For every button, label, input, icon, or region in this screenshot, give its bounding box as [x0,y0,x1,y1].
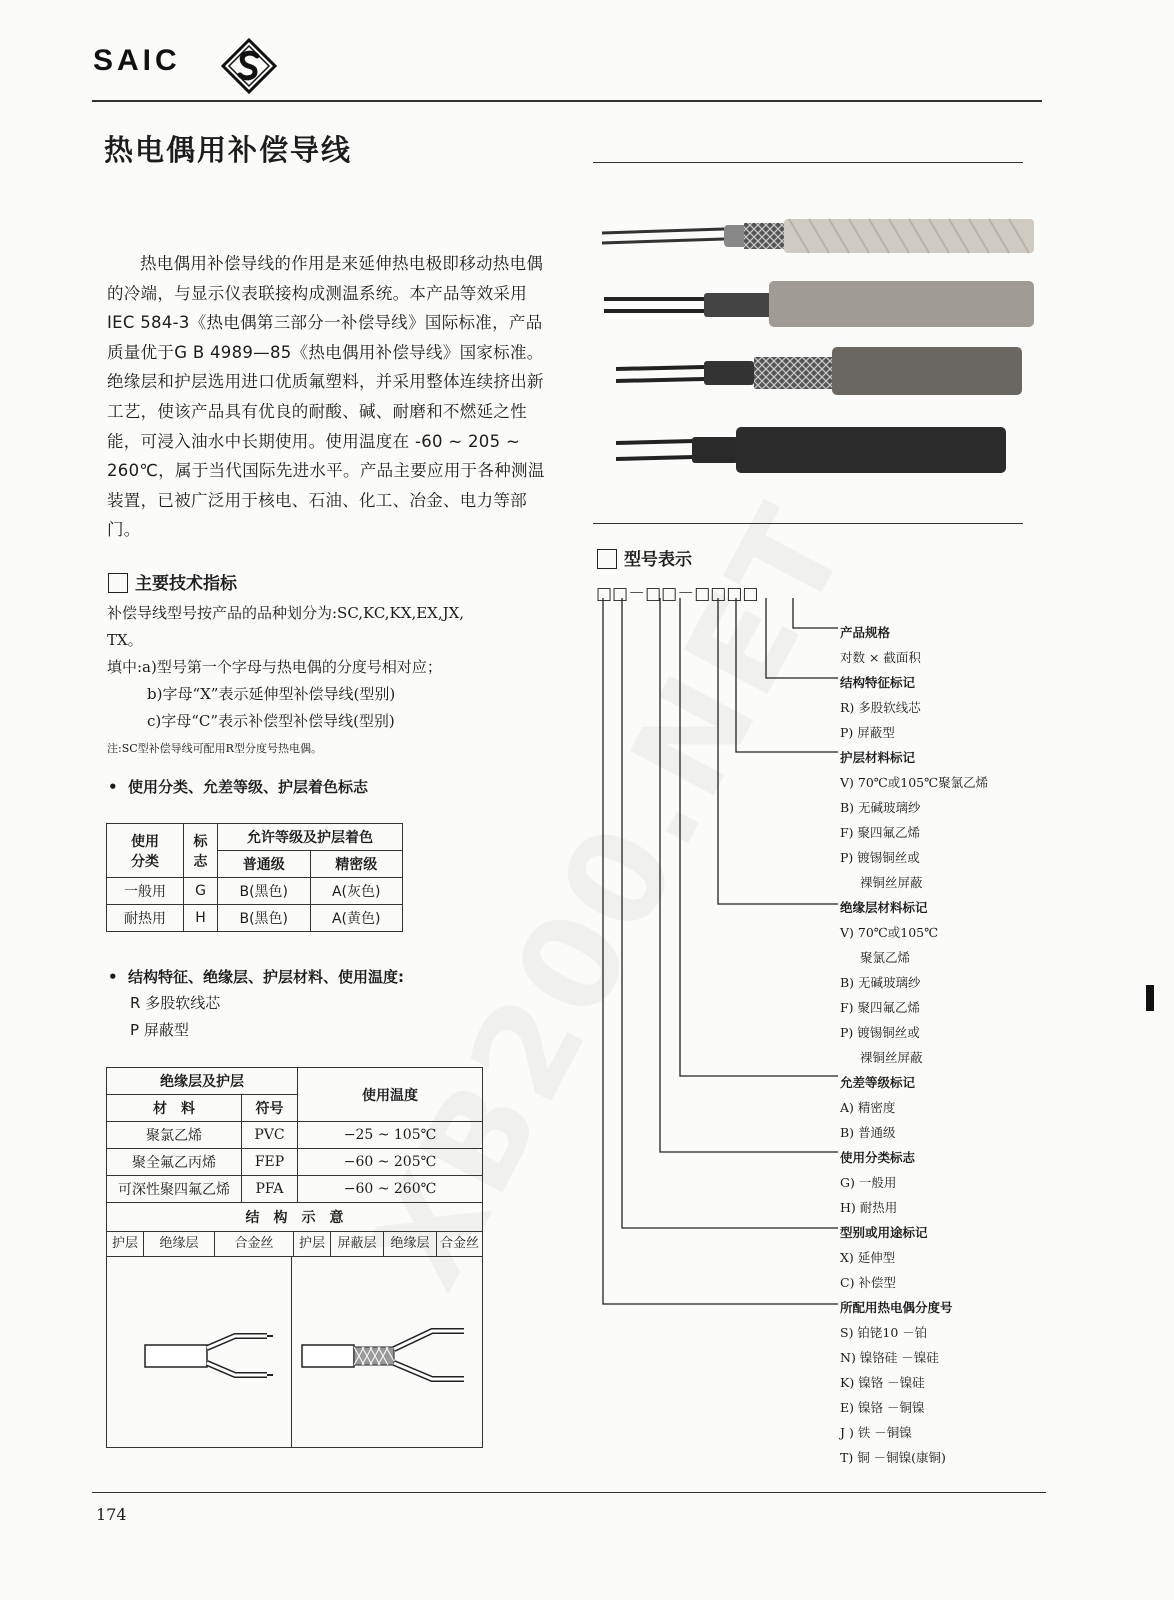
structure-diagram-cell [107,1257,483,1448]
table2-header-symbol: 符号 [242,1095,298,1122]
specs-line-4: b)字母“X”表示延伸型补偿导线(型别) [147,685,396,703]
table2-cell-temp: −60 ~ 205℃ [298,1149,483,1176]
legend-item: F) 聚四氟乙烯 [840,825,921,840]
struct-label: 合金丝 [439,1236,479,1251]
table1-header-mark: 标 志 [184,824,218,878]
checkbox-square-icon [108,573,128,593]
structure-labels-row [107,1232,483,1257]
struct-label: 合金丝 [215,1232,294,1256]
table2-cell-material: 可深性聚四氟乙烯 [107,1176,242,1203]
page-title: 热电偶用补偿导线 [104,133,353,167]
table2-cell-temp: −60 ~ 260℃ [298,1176,483,1203]
specs-line-1: 补偿导线型号按产品的品种划分为:SC,KC,KX,EX,JX, [107,604,465,622]
table1-cell-precise: A(黄色) [310,905,403,932]
saic-logo-icon [221,38,277,94]
intro-paragraph: 热电偶用补偿导线的作用是来延伸热电极即移动热电偶的冷端，与显示仪表联接构成测温系统。本产品等效采用 IEC 584-3《热电偶第三部分一补偿导线》国际标准，产品质量优于G B 4989—85《热电偶用补偿导线》国家标准。绝缘层和护层选用进口优质氟塑料，并采用整体连续挤出新工艺，使该产品具有优良的耐酸、碱、耐磨和不燃延之性能，可浸入油水中长期使用。使用温度在 -60 ~ 205 ~ 260℃，属于当代国际先进水平。产品主要应用于各种测温装置，已被广泛用于核电、石油、化工、冶金、电力等部门。 [107,254,545,540]
bullet-structure: • 结构特征、绝缘层、护层材料、使用温度: [108,968,405,986]
table-row [107,905,403,932]
page-number: 174 [96,1505,127,1524]
legend-item: 裸铜丝屏蔽 [860,1050,923,1065]
cable-product-photo [594,205,1039,485]
legend-item: X) 延伸型 [840,1250,896,1265]
legend-item: T) 铜 －铜镍(康铜) [840,1450,946,1465]
legend-item: 聚氯乙烯 [860,950,911,965]
table2-cell-symbol: FEP [242,1149,298,1176]
table1-cell-normal: B(黑色) [218,905,311,932]
model-heading: 型号表示 [597,545,692,570]
legend-heading: 型别或用途标记 [840,1225,928,1240]
legend-item: 对数 × 截面积 [840,650,921,665]
table2-header-material: 材 料 [107,1095,242,1122]
table1-cell-mark: H [184,905,218,932]
struct-label: 绝缘层 [384,1232,437,1256]
specs-note: 注:SC型补偿导线可配用R型分度号热电偶。 [107,742,322,755]
structure-p-label: P 屏蔽型 [130,1021,189,1039]
photo-bottom-rule [593,523,1023,524]
legend-heading: 结构特征标记 [840,675,916,690]
legend-item: B) 无碱玻璃纱 [840,800,921,815]
photo-top-rule [593,162,1023,163]
table1-header-use: 使用 分类 [107,824,184,878]
legend-item: G) 一般用 [840,1175,897,1190]
model-legend [840,620,1040,1470]
table2-cell-symbol: PFA [242,1176,298,1203]
legend-heading: 绝缘层材料标记 [840,900,928,915]
legend-item: F) 聚四氟乙烯 [840,1000,921,1015]
table2-cell-symbol: PVC [242,1122,298,1149]
specs-heading: 主要技术指标 [108,569,237,594]
legend-item: V) 70℃或105℃ [840,925,939,940]
table2-header-temp: 使用温度 [298,1068,483,1122]
legend-item: P) 屏蔽型 [840,725,895,740]
table1-cell-normal: B(黑色) [218,878,311,905]
table-row [107,878,403,905]
table1-cell-mark: G [184,878,218,905]
table-row [107,1122,483,1149]
legend-item: B) 无碱玻璃纱 [840,975,921,990]
specs-line-2: TX。 [107,631,143,649]
specs-line-3: 填中:a)型号第一个字母与热电偶的分度号相对应； [107,658,442,676]
table1-cell-use: 一般用 [107,878,184,905]
table-row [107,1149,483,1176]
table2-header-group: 绝缘层及护层 [107,1068,298,1095]
edge-mark [1146,985,1154,1011]
legend-heading: 允差等级标记 [840,1075,916,1090]
legend-item: B) 普通级 [840,1125,896,1140]
struct-label: 护层 [107,1232,144,1256]
legend-item: P) 镀锡铜丝或 [840,850,920,865]
struct-label: 护层 [294,1232,331,1256]
structure-r-label: R 多股软线芯 [130,994,221,1012]
table1-header-group: 允许等级及护层着色 [218,824,403,851]
struct-label: 绝缘层 [144,1232,215,1256]
legend-item: N) 镍铬硅 －镍硅 [840,1350,939,1365]
legend-item: 裸铜丝屏蔽 [860,875,923,890]
structure-diagram-title: 结 构 示 意 [107,1203,483,1232]
specs-line-5: c)字母“C”表示补偿型补偿导线(型别) [147,712,395,730]
table1-header-normal: 普通级 [218,851,311,878]
legend-item: P) 镀锡铜丝或 [840,1025,920,1040]
materials-table [106,1067,483,1448]
legend-heading: 护层材料标记 [840,750,916,765]
table2-cell-temp: −25 ~ 105℃ [298,1122,483,1149]
structure-diagram-basic [107,1257,292,1447]
legend-heading: 使用分类标志 [840,1150,916,1165]
model-pattern: □□－□□－□□□□ [596,584,759,604]
header-rule [92,100,1042,102]
table2-cell-material: 聚氯乙烯 [107,1122,242,1149]
table-row [107,1176,483,1203]
table1-header-precise: 精密级 [310,851,403,878]
legend-heading: 所配用热电偶分度号 [840,1300,953,1315]
company-logo-text: SAIC [93,44,181,77]
legend-item: H) 耐热用 [840,1200,898,1215]
legend-item: S) 铂铑10 －铂 [840,1325,928,1340]
legend-item: E) 镍铬 －铜镍 [840,1400,925,1415]
table1-cell-use: 耐热用 [107,905,184,932]
legend-item: R) 多股软线芯 [840,700,921,715]
legend-item: J ) 铁 －铜镍 [840,1425,912,1440]
table2-cell-material: 聚全氟乙丙烯 [107,1149,242,1176]
bullet-usage-classification: • 使用分类、允差等级、护层着色标志 [108,778,369,796]
legend-item: C) 补偿型 [840,1275,896,1290]
legend-item: V) 70℃或105℃聚氯乙烯 [840,775,989,790]
footer-rule [92,1492,1046,1493]
legend-heading: 产品规格 [840,625,891,640]
legend-item: K) 镍铬 －镍硅 [840,1375,925,1390]
cable-shielded-diagram [292,1257,482,1447]
structure-diagram-shielded [292,1257,482,1447]
legend-item: A) 精密度 [840,1100,896,1115]
checkbox-square-icon [597,549,617,569]
struct-label: 屏蔽层 [331,1232,384,1256]
model-leader-lines [590,596,840,1316]
cable-basic-diagram [107,1257,291,1447]
table1-cell-precise: A(灰色) [310,878,403,905]
classification-table [106,823,403,932]
